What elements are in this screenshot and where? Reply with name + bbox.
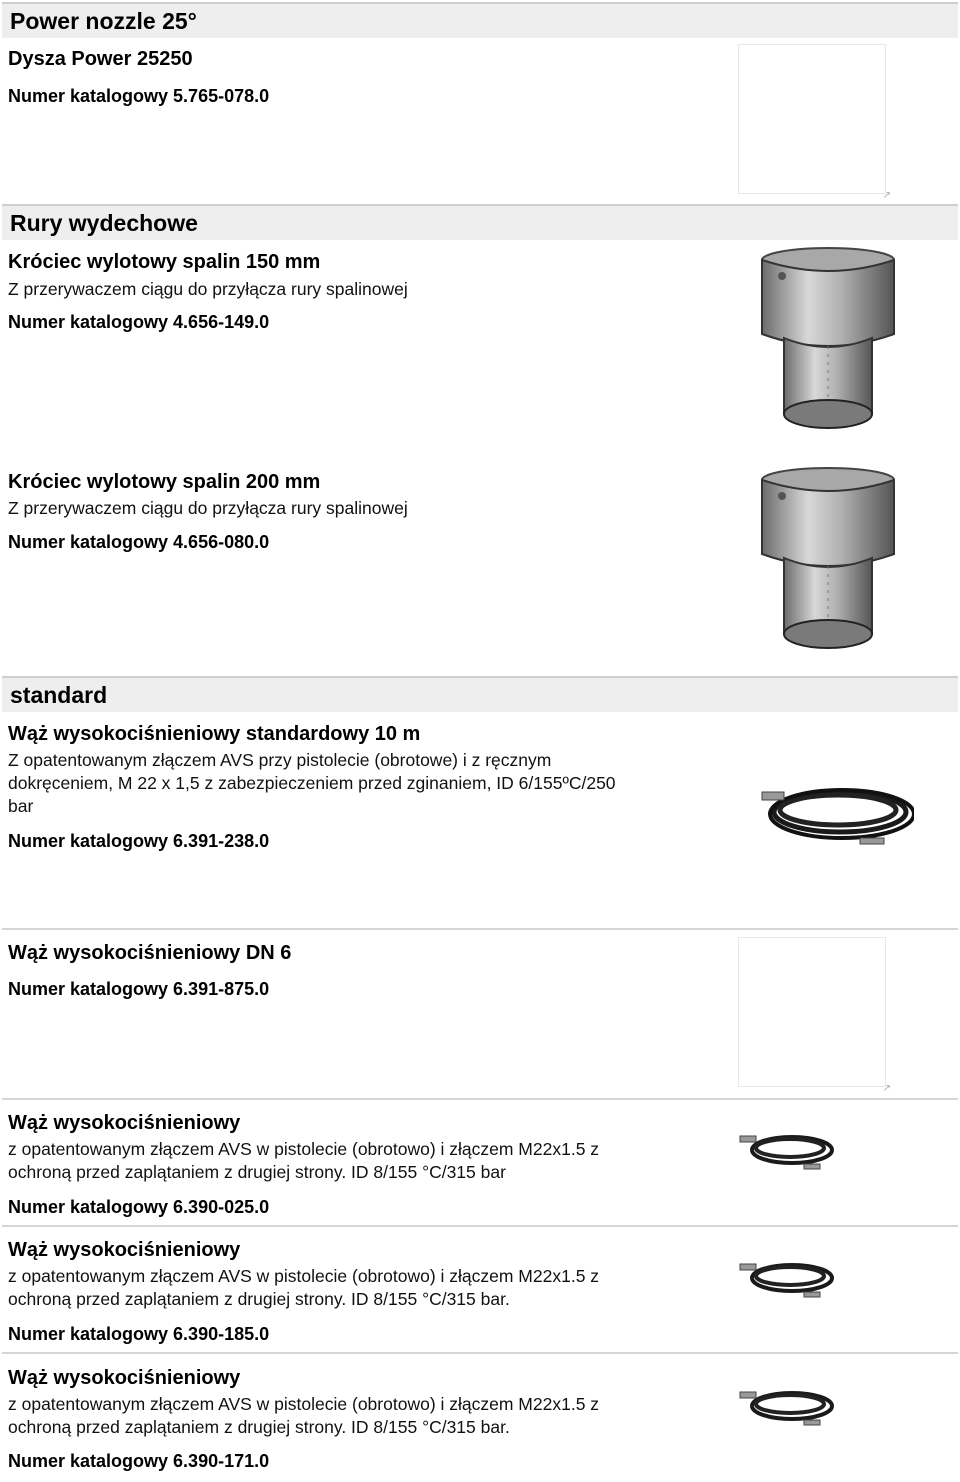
divider [2,1098,958,1100]
hose-image [738,1254,838,1304]
product-description-line: z opatentowanym złączem AVS w pistolecie (obrotowo) i złączem M22x1.5 z [8,1394,600,1414]
catalog-number: Numer katalogowy 4.656-080.0 [8,532,270,552]
product-description: Z przerywaczem ciągu do przyłącza rury spalinowej [8,498,408,518]
placeholder-image [738,937,891,1094]
product-description-line: bar [8,796,34,816]
product-description-line: Z opatentowanym złączem AVS przy pistolecie (obrotowe) i z ręcznym [8,750,552,770]
section-header-power-nozzle [2,2,958,38]
hose-image [738,1382,838,1432]
placeholder-image [738,44,891,201]
catalog-number: Numer katalogowy 6.390-171.0 [8,1451,270,1471]
product-description-line: ochroną przed zaplątaniem z drugiej strony. ID 8/155 °C/315 bar [8,1162,506,1182]
exhaust-pipe-image [760,246,896,432]
divider [2,1352,958,1354]
image-corner-mark: ↗ [882,1083,891,1094]
catalog-number: Numer katalogowy 4.656-149.0 [8,312,270,332]
catalog-number: Numer katalogowy 5.765-078.0 [8,86,270,106]
product-name: Wąż wysokociśnieniowy [8,1239,241,1261]
product-name: Wąż wysokociśnieniowy [8,1112,241,1134]
catalog-number: Numer katalogowy 6.391-238.0 [8,831,270,851]
product-name: Wąż wysokociśnieniowy DN 6 [8,942,292,964]
product-description-line: ochroną przed zaplątaniem z drugiej strony. ID 8/155 °C/315 bar. [8,1417,510,1437]
section-title: standard [10,682,108,708]
product-description-line: z opatentowanym złączem AVS w pistolecie (obrotowo) i złączem M22x1.5 z [8,1139,600,1159]
section-title: Rury wydechowe [10,210,198,236]
product-name: Króciec wylotowy spalin 150 mm [8,251,321,273]
catalog-number: Numer katalogowy 6.390-025.0 [8,1197,270,1217]
section-header-exhaust [2,204,958,240]
section-header-standard [2,676,958,712]
product-name: Króciec wylotowy spalin 200 mm [8,471,321,493]
exhaust-pipe-image [760,466,896,652]
product-description-line: z opatentowanym złączem AVS w pistolecie (obrotowo) i złączem M22x1.5 z [8,1266,600,1286]
product-name: Wąż wysokociśnieniowy standardowy 10 m [8,723,421,745]
image-corner-mark: ↗ [882,190,891,201]
divider [2,1225,958,1227]
catalog-number: Numer katalogowy 6.390-185.0 [8,1324,270,1344]
product-name: Dysza Power 25250 [8,48,193,70]
product-description-line: dokręceniem, M 22 x 1,5 z zabezpieczeniem przed zginaniem, ID 6/155ºC/250 [8,773,616,793]
product-description: Z przerywaczem ciągu do przyłącza rury spalinowej [8,279,408,299]
catalog-number: Numer katalogowy 6.391-875.0 [8,979,270,999]
divider [2,928,958,930]
section-title: Power nozzle 25° [10,8,197,34]
product-name: Wąż wysokociśnieniowy [8,1367,241,1389]
hose-image [738,1126,838,1176]
hose-image [758,776,914,852]
product-description-line: ochroną przed zaplątaniem z drugiej strony. ID 8/155 °C/315 bar. [8,1289,510,1309]
